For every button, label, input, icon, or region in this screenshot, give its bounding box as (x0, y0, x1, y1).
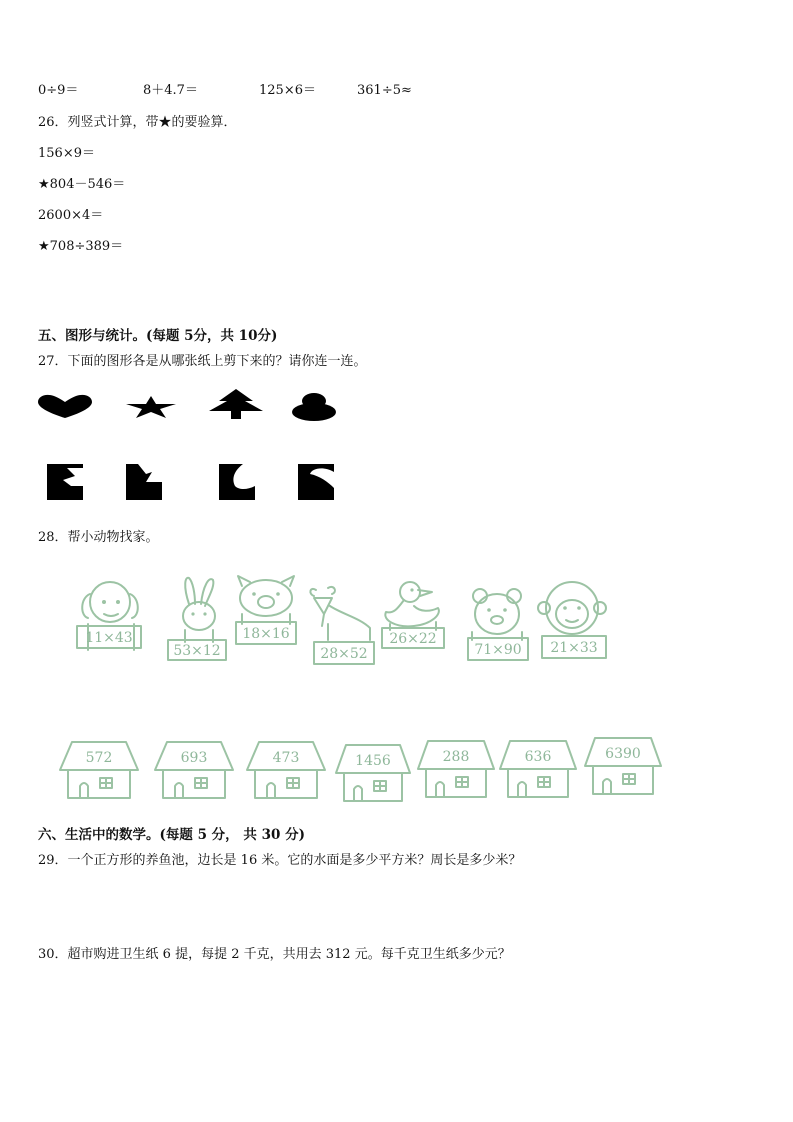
calc-item-2: 8＋4.7＝ (143, 83, 198, 98)
dog-label: 11×43 (85, 630, 133, 646)
q26-item-2: ★804－546＝ (38, 177, 126, 192)
star-shape (126, 396, 176, 418)
q29-text: 29．一个正方形的养鱼池，边长是 16 米。它的水面是多少平方米？周长是多少米？ (38, 853, 522, 868)
house-4 (336, 745, 410, 803)
cut-paper-4 (298, 464, 334, 500)
section6-title: 六、生活中的数学。(每题 5 分， 共 30 分) (38, 827, 305, 843)
goat-animal (306, 584, 378, 668)
calc-item-1: 0÷9＝ (38, 83, 79, 98)
monkey-animal (538, 580, 608, 662)
monkey-label: 21×33 (550, 640, 598, 656)
q26-item-3: 2600×4＝ (38, 208, 104, 223)
pig-label: 18×16 (242, 626, 290, 642)
house-5-label: 288 (442, 749, 470, 765)
q26-item-1: 156×9＝ (38, 146, 95, 161)
rabbit-label: 53×12 (173, 643, 221, 659)
calc-item-4: 361÷5≈ (357, 83, 412, 98)
section5-title: 五、图形与统计。(每题 5分，共 10分) (38, 328, 278, 344)
pig-animal (234, 576, 298, 648)
q28-title: 28．帮小动物找家。 (38, 530, 159, 545)
house-6-label: 636 (524, 749, 552, 765)
duck-animal (380, 578, 448, 652)
house-2-label: 693 (180, 750, 208, 766)
cut-paper-2 (126, 464, 162, 500)
q27-title: 27．下面的图形各是从哪张纸上剪下来的？请你连一连。 (38, 354, 367, 369)
snowman-shape (292, 393, 336, 421)
bear-animal (466, 588, 530, 662)
house-1 (60, 742, 138, 800)
house-3 (247, 742, 325, 800)
cut-paper-3 (219, 464, 255, 500)
tree-shape (209, 389, 263, 419)
bear-label: 71×90 (474, 642, 522, 658)
house-2 (155, 742, 233, 800)
house-3-label: 473 (272, 750, 300, 766)
rabbit-animal (165, 574, 231, 662)
house-1-label: 572 (85, 750, 113, 766)
cut-paper-1 (47, 464, 83, 500)
calc-item-3: 125×6＝ (259, 83, 316, 98)
q30-text: 30．超市购进卫生纸 6 提，每提 2 千克，共用去 312 元。每千克卫生纸多少元？ (38, 947, 511, 962)
house-7 (585, 738, 661, 796)
house-6 (500, 741, 576, 799)
house-4-label: 1456 (355, 753, 391, 769)
heart-shape (38, 394, 92, 420)
house-7-label: 6390 (605, 746, 641, 762)
q26-title: 26．列竖式计算，带★的要验算． (38, 115, 237, 130)
house-5 (418, 741, 494, 799)
duck-label: 26×22 (389, 631, 437, 647)
dog-animal (74, 578, 144, 658)
q26-item-4: ★708÷389＝ (38, 239, 124, 254)
goat-label: 28×52 (320, 646, 368, 662)
